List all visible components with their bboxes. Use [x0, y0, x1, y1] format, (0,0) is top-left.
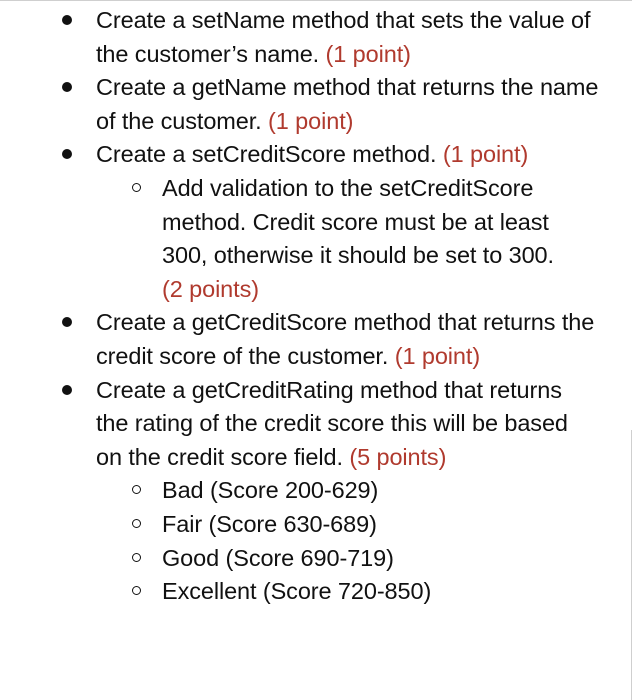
- bullet-icon: [62, 82, 72, 92]
- list-item-get-credit-rating: [0, 374, 632, 609]
- sub-item-text: Good (Score 690-719): [162, 544, 394, 571]
- sub-item-validation: [0, 172, 600, 306]
- sub-item-points: (2 points): [162, 275, 259, 302]
- sub-item-good: [0, 542, 600, 576]
- bullet-icon: [62, 149, 72, 159]
- list-item-set-credit-score: [0, 138, 632, 306]
- item-points: (1 point): [325, 40, 411, 67]
- list-item-get-name: [0, 71, 632, 138]
- item-points: (1 point): [268, 107, 354, 134]
- sub-item-text: Excellent (Score 720-850): [162, 578, 432, 605]
- bullet-icon: [62, 15, 72, 25]
- sub-item-excellent: [0, 575, 600, 609]
- hollow-bullet-icon: [132, 485, 141, 494]
- sub-item-bad: [0, 474, 600, 508]
- hollow-bullet-icon: [132, 183, 141, 192]
- sub-list: [96, 474, 600, 608]
- sub-item-fair: [0, 508, 600, 542]
- item-points: (1 point): [394, 342, 481, 369]
- sub-item-text: Bad (Score 200-629): [162, 477, 379, 504]
- list-item-get-credit-score: [0, 306, 632, 373]
- item-text: Create a getName method that returns the name of the customer.: [96, 74, 599, 134]
- bullet-icon: [62, 385, 72, 395]
- item-points: (1 point): [442, 141, 529, 168]
- hollow-bullet-icon: [132, 553, 141, 562]
- sub-item-text: Add validation to the setCreditScore method. Credit score must be at least 300, otherwise it should be set to 300.: [162, 174, 554, 269]
- bullet-icon: [62, 317, 72, 327]
- hollow-bullet-icon: [132, 519, 141, 528]
- sub-item-text: Fair (Score 630-689): [162, 510, 377, 537]
- item-text: Create a setName method that sets the value of the customer’s name.: [96, 7, 591, 67]
- item-points: (5 points): [349, 443, 447, 470]
- sub-list: [96, 172, 600, 306]
- item-text: Create a setCreditScore method.: [96, 141, 437, 168]
- item-text: Create a getCreditScore method that returns the credit score of the customer.: [96, 309, 595, 369]
- hollow-bullet-icon: [132, 586, 141, 595]
- list-item-set-name: [0, 4, 632, 71]
- item-text: Create a getCreditRating method that returns the rating of the credit score this will be based on the credit score field.: [96, 376, 568, 470]
- top-divider: [0, 0, 632, 1]
- requirements-list: [0, 4, 632, 609]
